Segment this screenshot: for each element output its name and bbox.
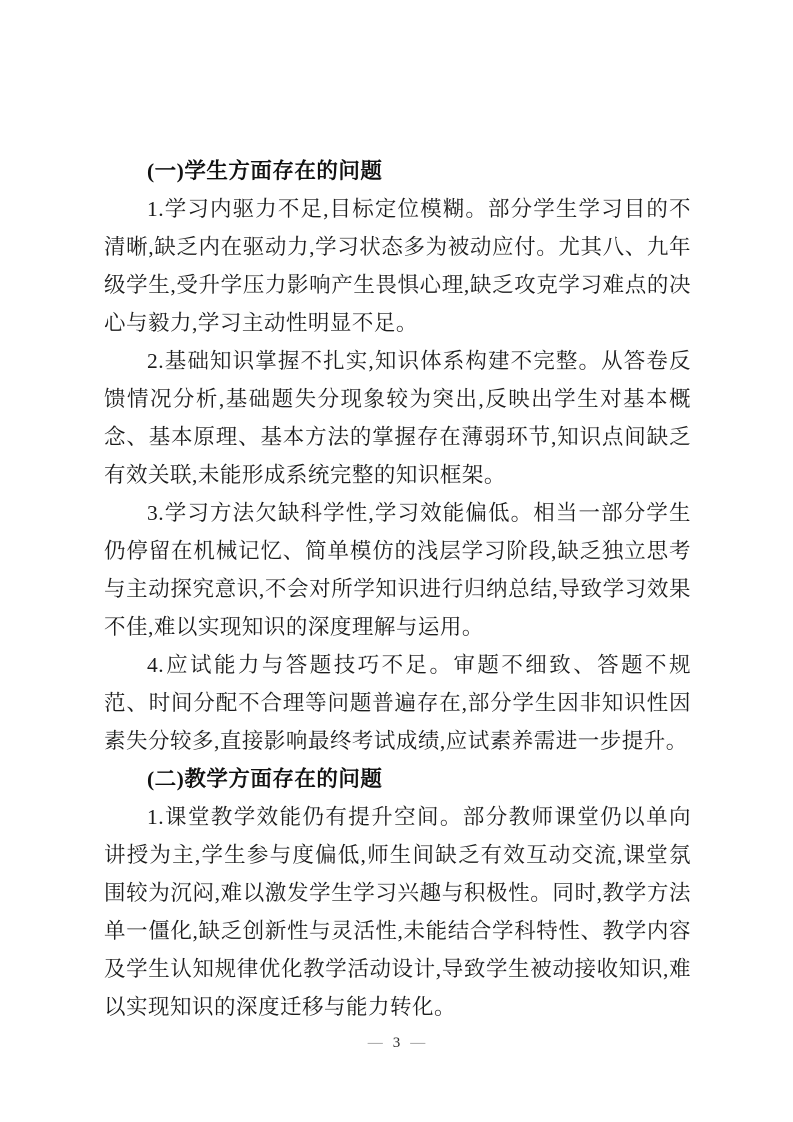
paragraph-student-exam-skills: 4.应试能力与答题技巧不足。审题不细致、答题不规范、时间分配不合理等问题普遍存在,部分学生因非知识性因素失分较多,直接影响最终考试成绩,应试素养需进一步提升。 bbox=[104, 653, 691, 753]
footer-dash-left: — bbox=[367, 1035, 383, 1051]
paragraph-teaching-effectiveness: 1.课堂教学效能仍有提升空间。部分教师课堂仍以单向讲授为主,学生参与度偏低,师生间缺乏有效互动交流,课堂氛围较为沉闷,难以激发学生学习兴趣与积极性。同时,教学方法单一僵化,缺乏创新性与灵活性,未能结合学科特性、教学内容及学生认知规律优化教学活动设计,导致学生被动接收知识,难以实现知识的深度迁移与能力转化。 bbox=[104, 805, 691, 1019]
section-heading-students: (一)学生方面存在的问题 bbox=[147, 159, 383, 183]
paragraph-student-motivation: 1.学习内驱力不足,目标定位模糊。部分学生学习目的不清晰,缺乏内在驱动力,学习状态多为被动应付。尤其八、九年级学生,受升学压力影响产生畏惧心理,缺乏攻克学习难点的决心与毅力,学习主动性明显不足。 bbox=[104, 197, 691, 335]
paragraph-student-methods: 3.学习方法欠缺科学性,学习效能偏低。相当一部分学生仍停留在机械记忆、简单模仿的浅层学习阶段,缺乏独立思考与主动探究意识,不会对所学知识进行归纳总结,导致学习效果不佳,难以实现知识的深度理解与运用。 bbox=[104, 501, 691, 639]
document-content bbox=[104, 152, 691, 1026]
page-footer bbox=[0, 1032, 793, 1054]
page-number: 3 bbox=[392, 1035, 401, 1051]
paragraph-student-knowledge: 2.基础知识掌握不扎实,知识体系构建不完整。从答卷反馈情况分析,基础题失分现象较为突出,反映出学生对基本概念、基本原理、基本方法的掌握存在薄弱环节,知识点间缺乏有效关联,未能形成系统完整的知识框架。 bbox=[104, 349, 691, 487]
footer-dash-right: — bbox=[410, 1035, 426, 1051]
section-heading-teaching: (二)教学方面存在的问题 bbox=[147, 767, 383, 791]
